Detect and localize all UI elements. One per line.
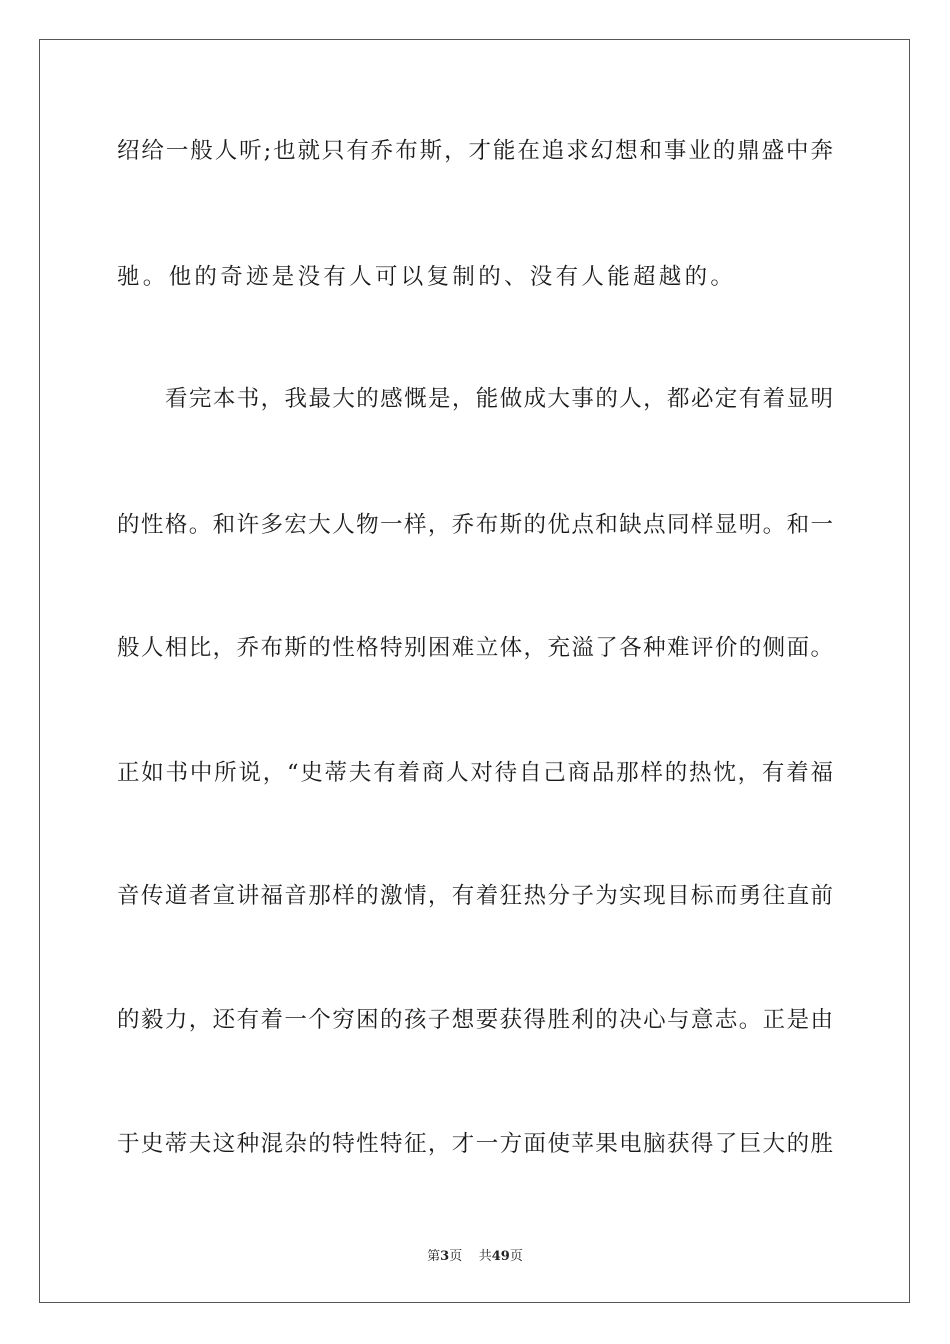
- footer-current-prefix: 第: [427, 1249, 441, 1264]
- body-text-line-9: 于史蒂夫这种混杂的特性特征，才一方面使苹果电脑获得了巨大的胜: [117, 1131, 833, 1157]
- body-text-line-4: 的性格。和许多宏大人物一样，乔布斯的优点和缺点同样显明。和一: [117, 512, 833, 538]
- footer-total-prefix: 共: [478, 1249, 492, 1264]
- body-text-line-3: 看完本书，我最大的感慨是，能做成大事的人，都必定有着显明: [165, 386, 833, 412]
- body-text-line-2: 驰。他的奇迹是没有人可以复制的、没有人能超越的。: [117, 264, 737, 290]
- body-text-line-8: 的毅力，还有着一个穷困的孩子想要获得胜利的决心与意志。正是由: [117, 1007, 833, 1033]
- page-border: [39, 39, 910, 1303]
- footer-total-pages: 49: [491, 1249, 510, 1264]
- body-text-line-5: 般人相比，乔布斯的性格特别困难立体，充溢了各种难评价的侧面。: [117, 635, 833, 661]
- body-text-line-6: 正如书中所说，“史蒂夫有着商人对待自己商品那样的热忱，有着福: [117, 760, 833, 786]
- footer-current-page: 3: [440, 1249, 450, 1264]
- footer-total-suffix: 页: [509, 1249, 523, 1264]
- body-text-line-1: 绍给一般人听;也就只有乔布斯，才能在追求幻想和事业的鼎盛中奔: [117, 138, 833, 164]
- footer-current-suffix: 页: [449, 1249, 463, 1264]
- body-text-line-7: 音传道者宣讲福音那样的激情，有着狂热分子为实现目标而勇往直前: [117, 883, 833, 909]
- page-footer: [0, 1248, 950, 1266]
